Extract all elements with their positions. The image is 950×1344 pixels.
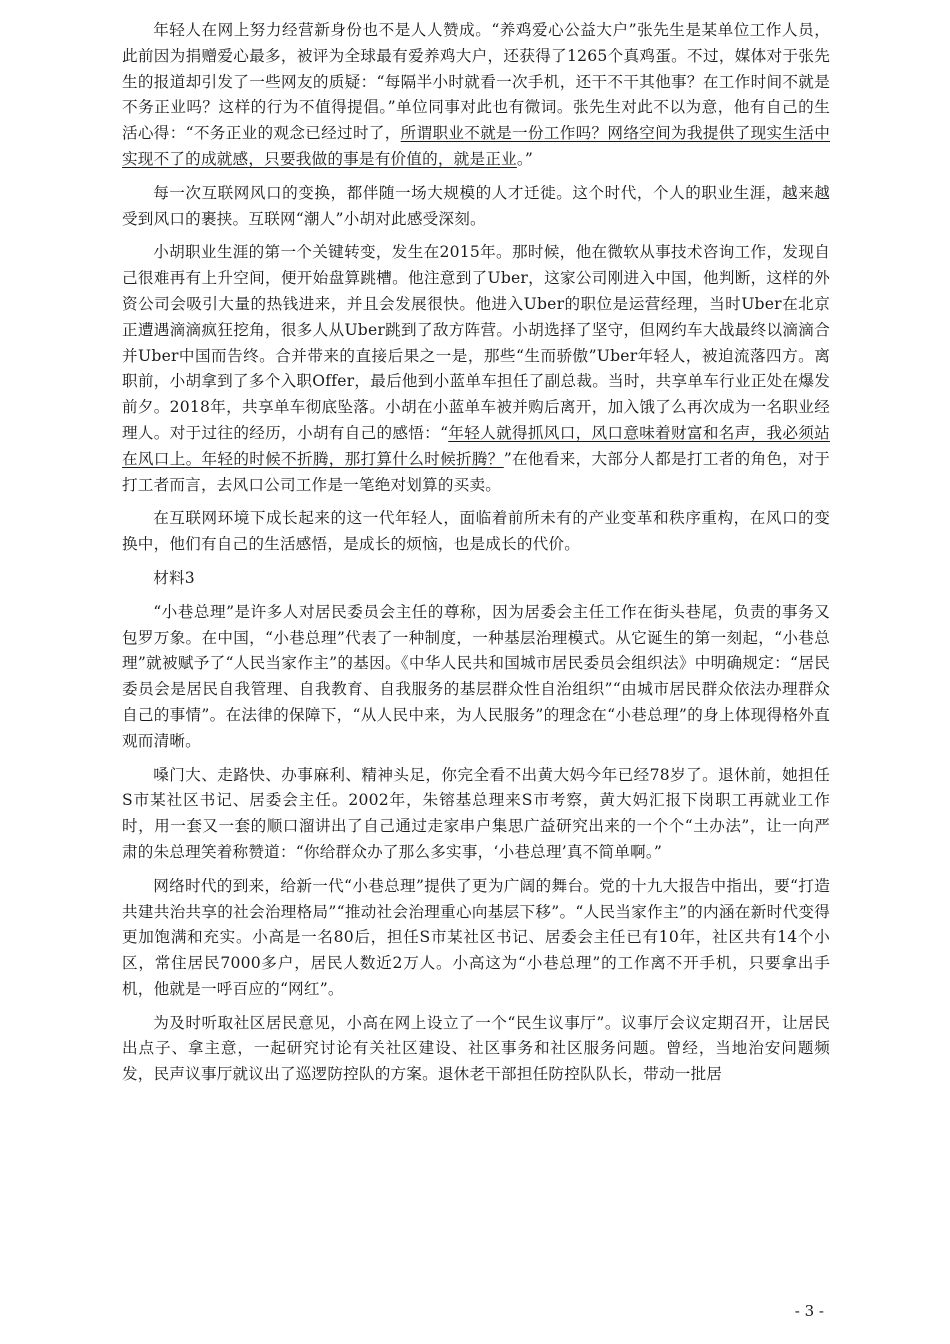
underlined-quote: 年轻人就得抓风口，风口意味着财富和名声，我必须站在风口上。年轻的时候不折腾，那打算什么时候折腾？ <box>122 423 830 468</box>
paragraph-internet-migration: 每一次互联网风口的变换，都伴随一场大规模的人才迁徙。这个时代，个人的职业生涯，越来越受到风口的裹挟。互联网“潮人”小胡对此感受深刻。 <box>122 183 830 228</box>
paragraph-text: ”在他看来，大部分人都是打工者的角色，对于打工者而言，去风口公司工作是一笔绝对划算的买卖。 <box>122 449 830 494</box>
paragraph-young-people-identity <box>122 18 830 173</box>
paragraph-text: 小胡职业生涯的第一个关键转变，发生在2015年。那时候，他在微软从事技术咨询工作，发现自己很难再有上升空间，便开始盘算跳槽。他注意到了Uber，这家公司刚进入中国，他判断，这样的外资公司会吸引大量的热钱进来，并且会发展很快。他进入Uber的职位是运营经理，当时Uber在北京正遭遇滴滴疯狂挖角，很多人从Uber跳到了敌方阵营。小胡选择了坚守，但网约车大战最终以滴滴合并Uber中国而告终。合并带来的直接后果之一是，那些“生而骄傲”Uber年轻人，被迫流落四方。离职前，小胡拿到了多个入职Offer，最后他到小蓝单车担任了副总裁。当时，共享单车行业正处在爆发前夕。2018年，共享单车彻底坠落。小胡在小蓝单车被并购后离开，加入饿了么再次成为一名职业经理人。对于过往的经历，小胡有自己的感悟：“ <box>122 243 830 442</box>
document-page <box>122 18 830 1096</box>
paragraph-text: 年轻人在网上努力经营新身份也不是人人赞成。“养鸡爱心公益大户”张先生是某单位工作人员，此前因为捐赠爱心最多，被评为全球最有爱养鸡大户，还获得了1265个真鸡蛋。不过，媒体对于张先生的报道却引发了一些网友的质疑：“每隔半小时就看一次手机，还干不干其他事？在工作时间不就是不务正业吗？这样的行为不值得提倡。”单位同事对此也有微词。张先生对此不以为意，他有自己的生活心得：“不务正业的观念已经过时了， <box>122 21 830 143</box>
paragraph-network-era: 网络时代的到来，给新一代“小巷总理”提供了更为广阔的舞台。党的十九大报告中指出，要“打造共建共治共享的社会治理格局”“推动社会治理重心向基层下移”。“人民当家作主”的内涵在新时代变得更加饱满和充实。小高是一名80后，担任S市某社区书记、居委会主任已有10年，社区共有14个小区，常住居民7000多户，居民人数近2万人。小高这为“小巷总理”的工作离不开手机，只要拿出手机，他就是一呼百应的“网红”。 <box>122 876 830 998</box>
material-heading: 材料3 <box>153 568 195 587</box>
paragraph-livelihood-hall: 为及时听取社区居民意见，小高在网上设立了一个“民生议事厅”。议事厅会议定期召开，让居民出点子、拿主意，一起研究讨论有关社区建设、社区事务和社区服务问题。曾经，当地治安问题频发，民声议事厅就议出了巡逻防控队的方案。退休老干部担任防控队队长，带动一批居 <box>122 1013 830 1084</box>
paragraph-text: 。” <box>516 149 534 168</box>
paragraph-xiaohu-career <box>122 240 830 498</box>
underlined-quote: 所谓职业不就是一份工作吗？网络空间为我提供了现实生活中实现不了的成就感，只要我做的事是有价值的，就是正业 <box>122 124 830 168</box>
paragraph-generation-summary: 在互联网环境下成长起来的这一代年轻人，面临着前所未有的产业变革和秩序重构，在风口的变换中，他们有自己的生活感悟，是成长的烦恼，也是成长的代价。 <box>122 509 830 554</box>
paragraph-aunt-huang: 嗓门大、走路快、办事麻利、精神头足，你完全看不出黄大妈今年已经78岁了。退休前，她担任S市某社区书记、居委会主任。2002年，朱镕基总理来S市考察，黄大妈汇报下岗职工再就业工作时，用一套又一套的顺口溜讲出了自己通过走家串户集思广益研究出来的一个个“土办法”，让一向严肃的朱总理笑着称赞道：“你给群众办了那么多实事，‘小巷总理’真不简单啊。” <box>122 765 830 861</box>
paragraph-alley-premier: “小巷总理”是许多人对居民委员会主任的尊称，因为居委会主任工作在街头巷尾，负责的事务又包罗万象。在中国，“小巷总理”代表了一种制度，一种基层治理模式。从它诞生的第一刻起，“小巷总理”就被赋予了“人民当家作主”的基因。《中华人民共和国城市居民委员会组织法》中明确规定：“居民委员会是居民自我管理、自我教育、自我服务的基层群众性自治组织”“由城市居民群众依法办理群众自己的事情”。在法律的保障下，“从人民中来，为人民服务”的理念在“小巷总理”的身上体现得格外直观而清晰。 <box>122 602 830 750</box>
page-number: - 3 - <box>794 1302 824 1320</box>
